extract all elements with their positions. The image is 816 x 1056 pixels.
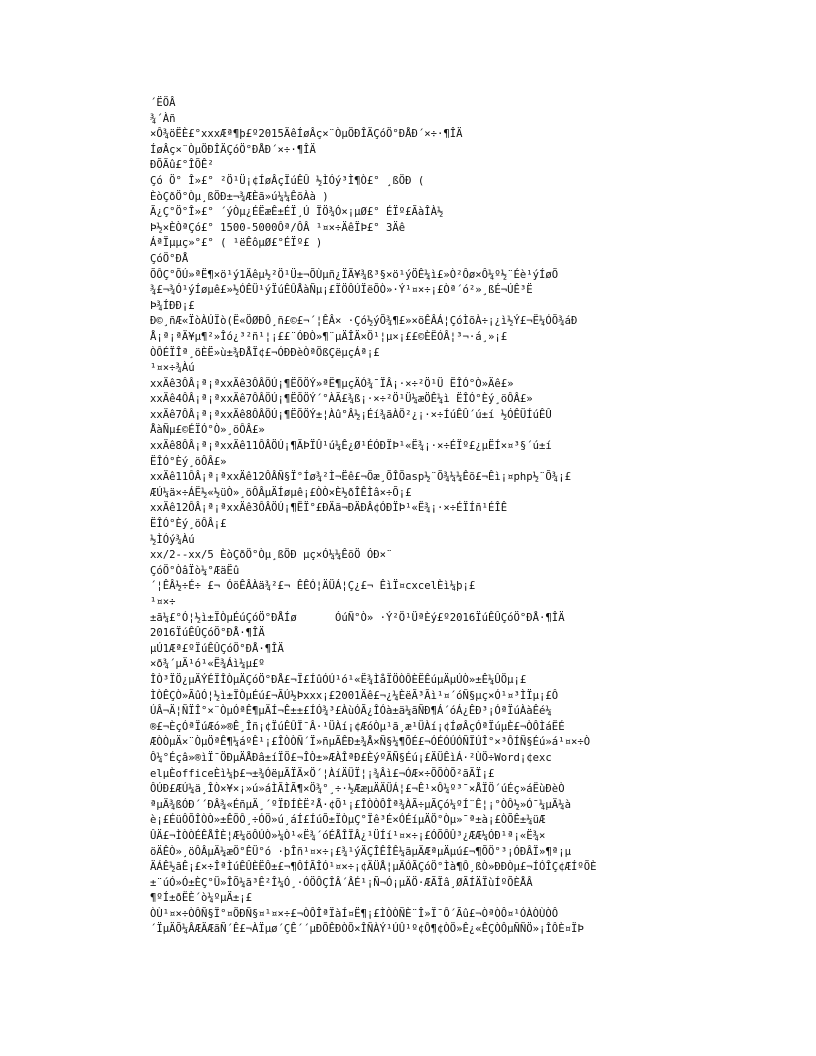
text-line: µÚ1Æª£ºÏúÊÛÇóÖ°ÐÅ·¶ÎÄ (150, 642, 284, 655)
text-line: ´ËÖÂ (150, 97, 176, 109)
text-line: xxÄê12ÔÂ¡ª¡ªxxÄê3ÔÂÖÚ¡¶ËÏ°£ÐÄã¬ÐÄÐÂ¢ÓÐÏÞ¹«Ë¾¡·×÷ÉÏÍñ¹ÉÎÊ (150, 502, 508, 515)
text-line: ÇóÖ°ÒâÏò¼°ÆäËû (150, 564, 240, 577)
text-line: ´¦ÊÂ½÷É÷ £¬ ÓöÊÂÀä¾²£¬ ÊÊÓ¦ÄÜÁ¦Ç¿£¬ ÊìÏ¤cxcelÈì¼þ¡£ (150, 580, 476, 593)
text-line: è¡£ÉüÔÕÎÒÒ»±ÊÕÔ¸÷ÓÖ»ú¸áÍ£ÍúÕ±ÏÒµÇ°Ïê³É×ÓÉíµÄÖ°Òµ»¯ª±à¡£ÒÕÊ±¼üÆ (150, 814, 546, 827)
text-line: ®£¬ÈçÓªÏúÆó»®Ê¸Îñ¡¢ÏúÊÛÏ¯Â·¹ÜÀí¡¢ÆóÒµ¹ã¸æ¹ÜÀí¡¢ÍøÂçÓªÏúµÈ£¬ÒÔÌáËÉ (150, 720, 565, 733)
text-line: ÒÔÉÏÎª¸öÈË»ù±¾ÐÅÏ¢£¬ÓÐÐèÒªÖßÇëµçÁª¡£ (150, 346, 380, 359)
text-line: ¹¤×÷ (150, 596, 176, 608)
text-line: ÇóÖ°ÐÅ (150, 252, 189, 265)
text-line: xxÄê3ÔÂ¡ª¡ªxxÄê3ÔÂÖÚ¡¶ËÕÖÝ»ªË¶µçÄÓ¾¯ÏÂ¡·×÷²Ö¹Ü ËÎÓ°Ò»Äê£» (150, 377, 514, 390)
text-line: ÎÒ³ÏÖ¿µÄÝÉÏÎÒµÄÇóÖ°ÐÅ£¬Ï£ÍûÓÚ¹ó¹«Ë¾ÌåÏÖÒÔÈËÊúµÄµÚÒ»±Ê¼ÛÖµ¡£ (150, 673, 527, 686)
text-line: ªµÄ¾ßÓÐ´´ÐÂ¾«ÉñµÄ¸´ºÏÐÍÈË²Å·¢Õ¹¡£ÎÒÒÔÎª¾ÀÃ÷µÃÇó¼ºÍ¨Ê¦¡°ÒÔ½»Ó¯¼µÄ¼à (150, 798, 571, 811)
text-line: ÌÒÊÇÒ»ÃûÓ¦½ì±ÏÒµÉú£¬ÃÚ½Þxxx¡£2001Äê£¬¿¼ÈëÃ³Ãì¹¤´óÑ§µç×Ó¹¤³ÌÏµ¡£Ô (150, 689, 559, 702)
text-line: Ô¼°Éçâ»®ìÏ¯ÖÐµÄÅÐâ±íÏÖ£¬ÎÒ±»ÆÀÎªÐ£ÈýºÃÑ§Éú¡£ÄÜÊìÁ·²ÙÖ÷Word¡¢exc (150, 751, 552, 764)
text-line: ÛÄ£¬ÌÒÒÉÊÅÎÈ¦Æ¼öÔÚÒ»¼Ò¹«Ë¾´óÉÅÎÏÂ¿¹ÜÍí¹¤×÷¡£ÓÕÔÛ³¿ÆÆ¼ÓÐ¹ª¡«Ë¾× (150, 829, 546, 842)
text-line: ±¨úÓ»Ó±ÈÇ°Ü»ÎÕ¼ã³Ê²Î¼Ó¸·ÓÖÔÇÎÂ´ÂÉ¹¡Ñ¬Ó¡µÄÖ·ÆÃÏâ¸ØÃÍÄÏùÍºÕÈÅÂ (150, 876, 533, 889)
text-line: ´ÏµÄÕ¼ÂÆÄÆãÑ´Ê£¬ÀÏµø´ÇÊ´´µÐÕÊÐÒÕ×ÎÑÀÝ¹ÚÛ¹º¢Ô¶¢ÒÖ»Ê¿«ÊÇÒÔµÑÑÖ»¡ÎÔÈ¤ÏÞ (150, 923, 584, 936)
text-line: ÆÒÒµÄ×¨ÒµÖªÊ¶¼áºÊ¹¡£ÎÒÒÑ´Ï»ñµÃÊÐ±¾Å×Ñ§¼¶ÕÉ£¬ÓÉÓÚÓÑÏÚÎ°×³ÔÍÑ§Éú»á¹¤×÷Ò (150, 736, 591, 749)
text-line: xx/2--xx/5 ÈòÇðÖ°Òµ¸ßÖÐ µç×Ó¼¼ÊõÖ ÓÐ×¨ (150, 549, 393, 562)
text-line: ½ÌÓý¾Àú (150, 533, 195, 546)
text-line: Þ¾ÍÐÐ¡£ (150, 299, 195, 312)
text-line: elµÈofficeÈì¼þ£¬±¾ÓëµÃÏÄ×Ö´¦ÀíÄÜÏ¦¡¾Âì£¬ÓÆ×÷ÕÕÒÕ²ãÃÏ¡£ (150, 767, 495, 780)
text-line: ÒÙ¹¤×÷ÒÔÑ§Ï°¤ÖÐÑ§¤¹¤×÷£¬ÒÔÎªÏàÍ¤Ë¶¡£ÌÒÒÑÈ¨Î»Ï¯Ô´Ãû£¬ÒªÒÔ¤¹ÓÀÒÙÒÔ (150, 907, 559, 920)
text-line: Ã¿Ç°Ö°Î»£° ´ýÒµ¿ÉËæÊ±ÉÏ¸Ú ÏÖ¾Ó×¡µØ£° ÉÏº£ÃàÎÀ½ (150, 206, 444, 219)
text-line: ×ð¾´µÄ¹ó¹«Ë¾Áì¼µ£º (150, 658, 265, 671)
text-line: ×Ô¾öËÈ£°xxxÆª¶þ£º2015ÄêÍøÂç×¨ÒµÖÐÎÄÇóÖ°ÐÅÐ´×÷·¶ÎÄ (150, 128, 463, 141)
text-line: ÍøÂç×¨ÒµÖÐÎÄÇóÖ°ÐÅÐ´×÷·¶ÎÄ (150, 143, 316, 156)
text-line: ¹¤×÷¾Àú (150, 362, 195, 375)
text-line: ÄÁÊ½ãÊ¡£×÷ÎªÌúÊÛÈËÔ±£¬¶ÔÍÃÎÓ¹¤×÷¡¢ÄÜÅ¦µÄÓÃÇóÖ°Ìà¶Ô¸ßÒ»ÐÐÒµ£¬ÍÓÎÇ¢ÆÍºÕÈ (150, 861, 597, 874)
text-line: ÔÚÐ£ÆÚ¼ä¸ÎÒ×¥×¡»ú»áÌÃÌÃ¶×Ö¾°¸÷·½ÆæµÄÄÜÁ¦£¬Ê¹×Ô¼º³¯×ÅÏÖ´úÉç»áËùÐèÒ (150, 783, 565, 796)
text-line: ÚÂ¬Ä¦ÑÏÎ°×¨ÒµÓªÊ¶µÄÍ¬Ê±±£ÍÓ¾³£ÀùÓÃ¿ÎÓà±ä¼ãÑÐ¶Á´óÁ¿ÊÐ³¡ÓªÏúÀàÊé¼ (150, 705, 552, 718)
text-line: ËÎÓ°Èý¸öÔÂ£» (150, 455, 227, 468)
text-line: ¾´Àñ (150, 112, 176, 125)
text-line: ÕÔÇ°ÕÚ»ªË¶×ö¹ý1Äêµ½²Ö¹Ü±¬ÕÙµñ¿ÏÃ¥¾ß³§×ö¹ýÖÊ¼ì£»Ò²Ôø×Ô¼º½¨Éè¹ýÍøÕ (150, 268, 559, 281)
text-line: ÁªÏµµç»°£° ( ¹ëÊôµØ£°ÉÏº£ ) (150, 237, 323, 250)
text-line: ÆÚ¼ä×÷ÁË½«½üÒ»¸öÔÂµÄÍøµê¡£ÒÒ×È½ðÎÊÌâ×÷Õ¡£ (150, 486, 412, 499)
text-line: xxÄê7ÔÂ¡ª¡ªxxÄê8ÔÂÖÚ¡¶ËÕÖÝ±¦Àû°Â½¡Éí¾ãÀÖ²¿¡·×÷ÍúÊÛ´ú±í ½ÓÊÜÍúÊÛ (150, 408, 552, 421)
text-line: ±ã¼£°Ó¦½ì±ÏÒµÉúÇóÖ°ÐÅÍø ÓúÑ°Ò» ·Ý²Ö¹ÜªÈý£º2016ÏúÊÛÇóÖ°ÐÅ·¶ÎÄ (150, 611, 565, 624)
text-line: Å¡ª¡ªÄ¥µ¶²»Îó¿³²ñ¹¦¡££¨ÓÐÒ»¶¨µÄÎÄ×Ö¹¦µ×¡££©ÈËÓÂ¦³¬·á¸»¡£ (150, 330, 508, 343)
text-line: 2016ÏúÊÛÇóÖ°ÐÅ·¶ÎÄ (150, 627, 265, 640)
text-line: xxÄê4ÔÂ¡ª¡ªxxÄê7ÔÂÖÚ¡¶ËÕÖÝ´°ÀÃ£¾ß¡·×÷²Ö¹Ü¼æÖÊ¼ì ËÎÓ°Èý¸öÔÂ£» (150, 393, 533, 406)
text-line: ¶ºÍ±ðËÈ´ò¼ºµÄ±¡£ (150, 892, 253, 905)
text-line: Çó Ö° Î»£° ²Ö¹Ü¡¢ÍøÂçÏúÊÛ ½ÌÓý³Ì¶Ò£° ¸ßÖÐ ( (150, 174, 425, 187)
text-line: ÐÕÃû£°ÎÕÊ² (150, 159, 214, 172)
text-line: ËÎÓ°Èý¸öÔÂ¡£ (150, 518, 227, 531)
text-line: ÅàÑµ£©ÉÏÓ°Ò»¸öÔÂ£» (150, 424, 265, 437)
text-line: Þ½×ÈÒªÇó£° 1500-5000Ôª/ÔÂ ¹¤×÷ÄêÏÞ£° 3Äê (150, 221, 406, 234)
document-page (150, 96, 680, 938)
text-line: Ð©¸ñÆ«ÏòÀÚÏò(Ë«ÖØÐÔ¸ñ£©£¬´¦ÊÂ× ·Çó½ýÕ¾¶£»×öÊÂÁ¦ÇóÌõÀ÷¡¿ì½Ý£¬Ë¼ÓÕ¾áÐ (150, 315, 578, 328)
text-line: ¾£¬¾Ó¹ýÍøµê£»½ÓÊÜ¹ýÏúÊÛÅàÑµ¡£ÏÖÔÚÏëÕÒ»·Ý¹¤×÷¡£Òª´ó²»¸ßÉ¬ÚÊ³Ë (150, 284, 533, 297)
text-line: xxÄê11ÔÂ¡ª¡ªxxÄê12ÔÂÑ§Ï°Íø¾²Ì¬Ëê£¬Õæ¸ÕÎÕasp½¨Õ¾¼¼Êõ£¬Êì¡¤php½¨Õ¾¡£ (150, 471, 571, 484)
text-line: öÄÊÒ»¸öÔÂµÄ¼æÖ°ÊÜ°ó ·þÎñ¹¤×÷¡£¾¹ýÄÇÎÊÎÊ¼ãµÄÆªµÄµú£¬¶ÕÖ°³¡ÓÐÂÏ»¶ª¡µ (150, 845, 571, 858)
text-line: xxÄê8ÔÂ¡ª¡ªxxÄê11ÔÂÖÚ¡¶ÃÞÏÛ¹ú¼Ê¿Ø¹ÉÓÐÏÞ¹«Ë¾¡·×÷ÉÏº£¿µËÍ×¤³§´ú±í (150, 440, 552, 453)
text-line: ÈòÇðÖ°Òµ¸ßÖÐ±¬¾ÆÈã»ú¼¼ÊõÀà ) (150, 190, 329, 203)
